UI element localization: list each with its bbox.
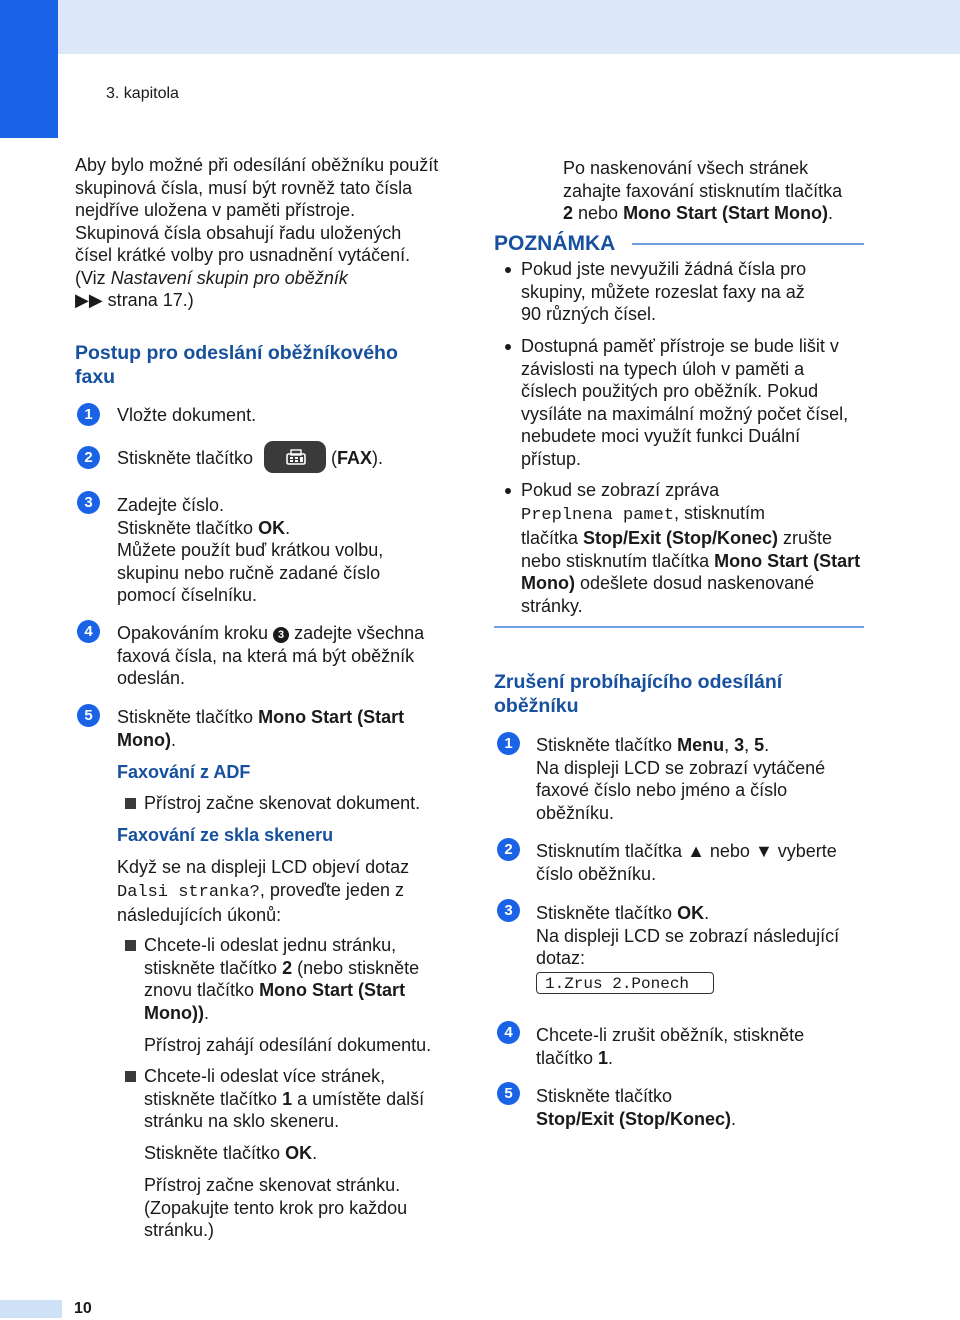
cancel-step-number-3: 3 <box>497 899 520 922</box>
step-number-4: 4 <box>77 620 100 643</box>
step-number-3: 3 <box>77 491 100 514</box>
bullet-square-icon <box>125 798 136 809</box>
cancel-step-number-5: 5 <box>497 1082 520 1105</box>
adf-item: Přístroj začne skenovat dokument. <box>144 793 421 813</box>
bullet-square-icon <box>125 1071 136 1082</box>
glass-paragraph: Když se na displeji LCD objeví dotaz Dalsi stranka?, proveďte jeden z následujících úkonů: <box>117 857 410 925</box>
cross-reference-link[interactable]: Nastavení skupin pro oběžník <box>110 267 348 288</box>
cancel-step-3: Stiskněte tlačítko OK. Na displeji LCD se zobrazí následující dotaz: <box>536 903 840 968</box>
step-3-text: Zadejte číslo. Stiskněte tlačítko OK. Můžete použít buď krátkou volbu, skupinu nebo ručně zadané číslo pomocí číselníku. <box>117 495 384 605</box>
option-two-result: Přístroj začne skenovat stránku. (Zopakujte tento krok pro každou stránku.) <box>144 1175 408 1240</box>
note-item-2: Dostupná paměť přístroje se bude lišit v závislosti na typech úloh v paměti a číslech použitých pro oběžník. Pokud vysíláte na maximální možný počet čísel, nebudete moci využít funkci Duální přístup. <box>521 336 849 469</box>
step-number-5: 5 <box>77 704 100 727</box>
cancel-step-2: Stisknutím tlačítka ▲ nebo ▼ vyberte číslo oběžníku. <box>536 841 837 884</box>
section-heading-cancel: Zrušení probíhajícího odesílání oběžníku <box>494 671 783 717</box>
option-one: Chcete-li odeslat jednu stránku, stiskněte tlačítko 2 (nebo stiskněte znovu tlačítko Mono Start (Start Mono)). <box>144 935 420 1023</box>
bullet-dot-icon <box>505 267 511 273</box>
step-4-text: Opakováním kroku 3 zadejte všechna faxová čísla, na která má být oběžník odeslán. <box>117 623 425 688</box>
chapter-tab <box>0 0 58 138</box>
subheading-adf: Faxování z ADF <box>117 762 251 782</box>
cancel-step-4: Chcete-li zrušit oběžník, stiskněte tlačítko 1. <box>536 1025 805 1068</box>
option-one-result: Přístroj zahájí odesílání dokumentu. <box>144 1035 432 1055</box>
cancel-step-1: Stiskněte tlačítko Menu, 3, 5. Na displeji LCD se zobrazí vytáčené faxové číslo nebo jméno a číslo oběžníku. <box>536 735 826 823</box>
cancel-step-5: Stiskněte tlačítko Stop/Exit (Stop/Konec). <box>536 1086 737 1129</box>
step-2-fax-label: (FAX). <box>331 448 384 468</box>
step-1-text: Vložte dokument. <box>117 405 257 425</box>
note-title: POZNÁMKA <box>494 232 616 255</box>
section-heading-broadcast: Postup pro odeslání oběžníkového faxu <box>75 342 398 388</box>
note-divider <box>632 243 864 245</box>
cancel-step-number-1: 1 <box>497 732 520 755</box>
page-number: 10 <box>74 1300 92 1317</box>
option-two-press-ok: Stiskněte tlačítko OK. <box>144 1143 318 1163</box>
right-intro: Po naskenování všech stránek zahajte faxování stisknutím tlačítka 2 nebo Mono Start (Start Mono). <box>563 158 843 223</box>
note-item-3: Pokud se zobrazí zpráva Preplnena pamet, stisknutím tlačítka Stop/Exit (Stop/Konec) zrušte nebo stisknutím tlačítka Mono Start (Start Mono) odešlete dosud naskenované stránky. <box>521 480 861 616</box>
note-item-1: Pokud jste nevyužili žádná čísla pro skupiny, můžete rozeslat faxy na až 90 různých čísel. <box>521 259 807 324</box>
step-5-text: Stiskněte tlačítko Mono Start (Start Mono). <box>117 707 405 750</box>
bullet-square-icon <box>125 940 136 951</box>
intro-paragraph: Aby bylo možné při odesílání oběžníku použít skupinová čísla, musí být rovněž tato čísla nejdříve uložena v paměti přístroje. Skupinová čísla obsahují řadu uložených čísel krátké volby pro usnadnění vytáčení. (Viz Nastavení skupin pro oběžník ▶▶ strana 17.) <box>75 155 439 310</box>
step-2-text: Stiskněte tlačítko <box>117 448 254 468</box>
up-arrow-icon: ▲ <box>687 841 705 861</box>
cancel-step-number-2: 2 <box>497 838 520 861</box>
subheading-glass: Faxování ze skla skeneru <box>117 825 334 845</box>
page-number-bar <box>0 1300 62 1318</box>
chapter-label: 3. kapitola <box>106 85 179 102</box>
step-reference-icon: 3 <box>273 627 289 643</box>
step-number-2: 2 <box>77 446 100 469</box>
down-arrow-icon: ▼ <box>754 841 773 861</box>
header-band <box>0 0 960 54</box>
lcd-display: 1.Zrus 2.Ponech <box>536 972 714 994</box>
fax-button-icon <box>264 441 326 473</box>
bullet-dot-icon <box>505 344 511 350</box>
cancel-step-number-4: 4 <box>497 1021 520 1044</box>
option-two: Chcete-li odeslat více stránek, stiskněte tlačítko 1 a umístěte další stránku na sklo skeneru. <box>144 1066 425 1131</box>
bullet-dot-icon <box>505 488 511 494</box>
note-bottom-divider <box>494 626 864 628</box>
step-number-1: 1 <box>77 403 100 426</box>
